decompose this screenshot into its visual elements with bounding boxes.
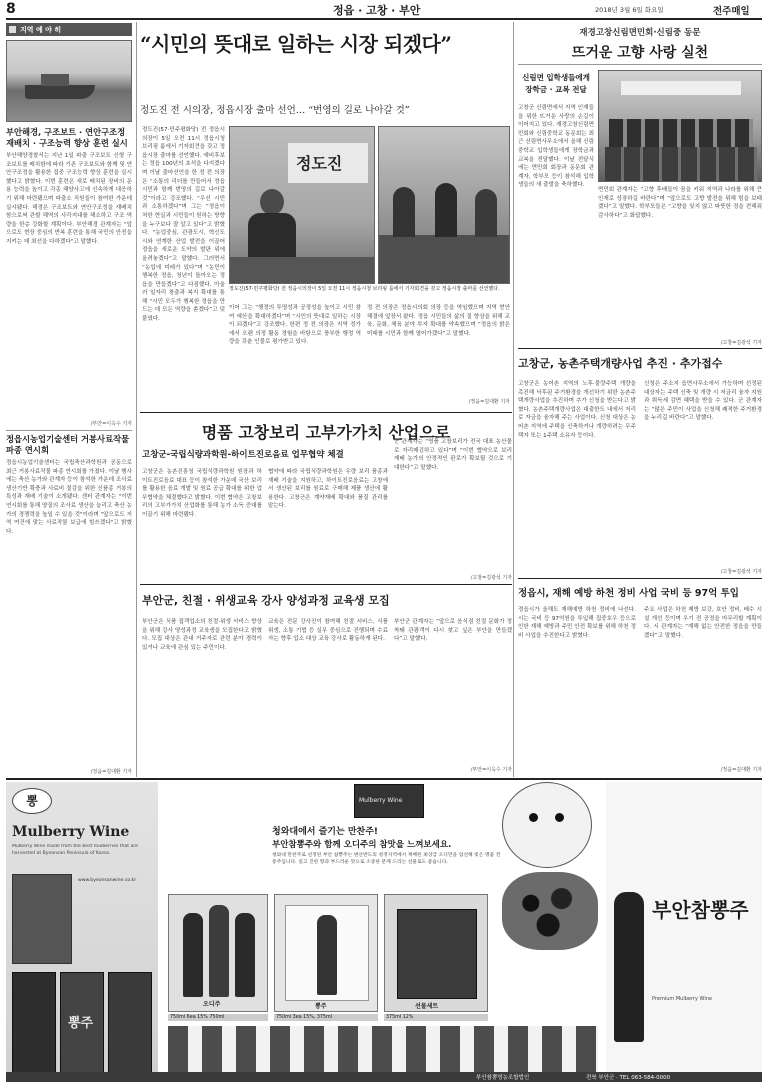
ad-right-panel	[606, 782, 762, 1082]
middle-col2: 협약에 따라 국립식량과학원은 우량 보리 품종과 재배 기술을 지원하고, 하이트진로음료는 고창에서 생산된 보리를 원료로 구매해 제품 생산에 활용한다. 고창군은 계약재배 확대와 품질 관리를 맡는다.	[268, 469, 388, 510]
photo2-person-2	[435, 183, 457, 237]
ad-center-headline: 부안참뽕주와 함께 오디주의 참맛을 느껴보세요.	[272, 840, 452, 850]
rightmid-bottom-rule	[518, 578, 762, 579]
headline-title: “시민의 뜻대로 일하는 시장 되겠다”	[140, 32, 452, 56]
ad-product-3-name: 선물세트	[415, 1003, 439, 1010]
ad-product-3-label: 375ml 12%	[384, 1014, 488, 1021]
ad-bottom-product-row	[168, 1026, 598, 1076]
photo2-person-3	[475, 189, 497, 237]
col-divider-1	[136, 22, 137, 777]
left-photo-boat	[6, 40, 132, 122]
ad-footer-contact: 전북 부안군 · TEL 063-584-0000	[586, 1075, 671, 1081]
left-article-1-body: 부안해양경찰서는 지난 1일 파출 구조보트 신형 구조보트를 배치함에 따라 기존 구조보트와 함께 및 연안구조정을 활용한 집중 구조능력 향상 훈련을 실시했다고 밝혔다. 이번 훈련은 새로 배치된 장비의 운용 능력을 높이고 각종 해양사고에 신속하게 대응하기 위해 마련됐으며 파출소 직원들이 참여한 가운데 실시됐다. 해경은 구조보트와 연안구조정을 재배치함으로써 관할 해역의 사각지대를 해소하고 구조 역량을 한층 강화할 계획이다. 부안해경 관계자는 "앞으로도 현장 중심의 반복 훈련을 통해 국민의 안전을 지키는 데 최선을 다하겠다"고 말했다.	[6, 153, 132, 245]
headline-photo-person-head	[260, 189, 284, 215]
advertisement	[6, 782, 762, 1082]
rightmid-byline: /고창=김광석 기자	[720, 569, 762, 575]
ad-right-sub: Premium Mulberry Wine	[652, 996, 712, 1002]
photo2-person-1	[393, 187, 415, 237]
photo2-table	[379, 235, 510, 284]
rightmid-col2: 신청은 주소지 읍면사무소에서 가능하며 선정된 대상자는 주택 신축 및 개량 시 저금리 융자 지원과 취득세 감면 혜택을 받을 수 있다. 군 관계자는 “많은 주민이 사업을 신청해 쾌적한 주거환경을 누리길 바란다”고 말했다.	[644, 381, 762, 422]
lower-col3: 부안군 관계자는 “앞으로 음식점 친절 문화가 정착돼 관광객이 다시 찾고 싶은 부안을 만들겠다”고 말했다.	[394, 619, 512, 643]
page-header	[0, 0, 768, 18]
rightlower-byline: /정읍=김대환 기자	[720, 767, 762, 773]
topright-rule	[518, 64, 762, 65]
topright-sub2: 장학금 · 교복 전달	[525, 85, 587, 94]
middle-col3: 군 관계자는 “명품 고창보리가 전국 대표 농산물로 자리매김하고 있다”며 “이번 협약으로 보리 재배 농가의 안정적인 판로가 확보될 것으로 기대한다”고 말했다.	[394, 439, 512, 471]
ad-center-text: 청와대 만찬주로 선정된 부안 참뽕주는 변산반도의 청정지역에서 재배된 최상급 오디만을 엄선해 빚은 명품 전통주입니다. 깊고 진한 향과 부드러운 맛으로 소중한 분께 드리는 선물로도 좋습니다.	[272, 853, 501, 865]
middle-subtitle: 고창군-국립식량과학원-하이트진로음료 업무협약 체결	[142, 450, 344, 460]
ad-right-brand: 부안참뽕주	[652, 898, 749, 922]
topright-title: 뜨거운 고향 사랑 실천	[571, 45, 709, 61]
ad-product-2-name: 뽕주	[315, 1003, 327, 1010]
middle-col1: 고창군은 농촌진흥청 국립식량과학원 원장과 하이트진로음료 대표 등이 참석한 가운데 국산 보리를 활용한 음료 개발 및 원료 공급 확대를 위한 업무협약을 체결했다고 밝혔다. 이번 협약은 고창보리의 고부가가치 산업화를 통해 농가 소득 증대를 이끌기 위해 마련됐다.	[142, 469, 262, 518]
rightlower-col1: 정읍시가 올해도 재해예방 하천 정비에 나선다. 시는 국비 등 97억원을 투입해 집중호우 등으로 인한 재해 예방과 주민 안전 확보를 위해 하천 정비 사업을 추진한다고 밝혔다.	[518, 607, 636, 639]
ad-center-panel	[162, 782, 602, 1082]
topright-sub1: 신림면 입학생들에게	[522, 73, 590, 82]
topright-bottom-rule	[518, 348, 762, 349]
ad-product-3-box	[397, 909, 477, 999]
side-label-icon	[9, 26, 16, 33]
ad-product-1-bottle-b	[209, 905, 229, 997]
ad-product-3	[384, 894, 488, 1012]
ad-left-title: Mulberry Wine	[12, 824, 130, 840]
ad-left-box-label: 뽕주	[68, 1016, 94, 1031]
ad-mascot-eye-right	[555, 813, 564, 822]
topright-byline: /고창=김광석 기자	[720, 340, 762, 346]
headline-body: 정도진(57·민주평화당) 전 정읍시의장이 5일 오전 11시 정읍시청 브리핑 룸에서 기자회견을 갖고 정읍시장 출마를 선언했다. 예비후보는 정읍 100년의 초석을 다지겠다며 이날 출마선언을 한 정 전 의장은 “소통의 리더를 만들어서 정읍시민과 함께 번영의 길로 나아갈 것”이라고 강조했다. “우선 시민과 소통하겠다”며 그는 “정읍이 처한 현실과 시민들이 원하는 방향을 누구보다 잘 알고 있다”고 밝혔다. “농업중심, 관광도시, 혁신도시와 연계한 산업 발전을 이끌어 정읍을 새로운 도약의 발판 위에 올려놓겠다”고 말했다. 그러면서 “농업에 미래가 있다”며 “농민이 행복한 정읍, 청년이 돌아오는 정읍을 만들겠다”고 다짐했다. 아울러 일자리 창출과 복지 확대를 통해 “시민 모두가 행복한 정읍을 만드는 데 모든 역량을 쏟겠다”고 덧붙였다.	[142, 127, 225, 323]
headline-col3: 이어 그는 “행정의 투명성과 공정성을 높이고 시민 참여 예산을 확대하겠다”며 “시민의 뜻대로 일하는 시장이 되겠다”고 강조했다. 한편 정 전 의장은 지역 정가에서 오랜 의정 활동 경험을 바탕으로 풍부한 행정 역량을 갖춘 인물로 평가받고 있다.	[229, 305, 361, 346]
middle-bottom-rule	[140, 584, 512, 585]
middle-top-rule	[140, 412, 512, 413]
headline-byline: /정읍=김대환 기자	[468, 399, 510, 405]
lower-title: 부안군, 친절 · 위생교육 강사 양성과정 교육생 모집	[142, 594, 390, 607]
topright-body: 고창군 신림면에서 지역 인재들을 위한 뜨거운 사랑의 손길이 이어지고 있다. 재경고창신림면민회와 신림중학교 동문회는 최근 신림면사무소에서 올해 신림중학교 입학생들에게 장학금과 교복을 전달했다. 이날 전달식에는 면민회 회장과 동문회 관계자, 학부모 등이 참석해 입학생들의 새 출발을 축하했다.	[518, 105, 594, 189]
ad-product-1	[168, 894, 268, 1012]
ad-left-text: Mulberry Wine made from the best mulberries that are harvested at Byeonsan Peninsula of Korea.	[12, 844, 138, 856]
section-title: 정읍 · 고창 · 부안	[333, 4, 421, 17]
ad-brand-badge	[12, 788, 52, 814]
page-number: 8	[6, 1, 16, 17]
headline-photo	[229, 126, 375, 284]
lower-col2: 교육은 전문 강사진이 참여해 친절 서비스, 식품 위생, 소통 기법 등 실무 중심으로 진행되며 수료자는 향후 업소 대상 교육 강사로 활동하게 된다.	[268, 619, 388, 643]
topright-kicker: 재경고창신림면민회·신림중 동문	[579, 28, 701, 38]
ad-berry-cluster	[502, 872, 598, 950]
ad-left-contact: www.byeonsanwine.co.kr	[78, 878, 137, 883]
topright-group-row-1	[609, 119, 753, 149]
lower-col1: 부안군은 식품 접객업소의 친절·위생 서비스 향상을 위해 강사 양성과정 교육생을 모집한다고 밝혔다. 모집 대상은 관내 거주자로 관련 분야 경력이 있거나 교육에 관심 있는 주민이다.	[142, 619, 262, 651]
ad-top-rule	[6, 778, 762, 780]
headline-photo-podium	[230, 257, 375, 284]
rightlower-title: 정읍시, 재해 예방 하천 정비 사업 국비 등 97억 투입	[518, 588, 739, 599]
topright-banner	[621, 81, 741, 95]
ad-mascot-eye-left	[529, 813, 538, 822]
ad-product-1-name: 오디주	[203, 1001, 221, 1008]
boat-shape	[25, 85, 95, 99]
ad-left-box-1	[12, 972, 56, 1076]
middle-byline: /고창=김광석 기자	[470, 575, 512, 581]
ad-mascot	[502, 782, 592, 868]
headline-photo-person-body	[248, 213, 296, 259]
ad-product-2-label: 750ml 3ea 15%, 375ml	[274, 1014, 378, 1021]
rightmid-title: 고창군, 농촌주택개량사업 추진 · 추가접수	[518, 357, 723, 370]
topright-body2: 면민회 관계자는 “고향 후배들이 꿈을 키워 지역과 나라를 위해 큰 인재로 성장하길 바란다”며 “앞으로도 고향 발전을 위해 힘을 보태겠다”고 말했다. 학부모들은 “고향을 잊지 않고 따뜻한 정을 전해줘 감사하다”고 화답했다.	[598, 187, 762, 219]
ad-brand-text: 뽕	[26, 794, 38, 808]
left-article-2-title: 정읍시농업기술센터 거봉사료작물 파종 연시회	[6, 434, 130, 455]
ad-product-2	[274, 894, 378, 1012]
ad-product-1-bottle-c	[235, 913, 255, 997]
topright-group-row-2	[605, 147, 757, 182]
ad-left-panel	[6, 782, 158, 1082]
left-divider	[6, 430, 132, 431]
paper-name: 전주매일	[713, 6, 750, 17]
middle-title: 명품 고창보리 고부가가치 산업으로	[201, 423, 451, 442]
lower-byline: /부안=이옥수 기자	[470, 767, 512, 773]
col-divider-2	[513, 22, 514, 777]
side-label-text: 지역 예 야 히	[20, 26, 62, 34]
header-rule	[6, 18, 762, 20]
ad-footer-company: 부안참뽕영농조합법인	[476, 1075, 530, 1081]
headline-photo-caption: 정도진(57·민주평화당) 전 정읍시의장이 5일 오전 11시 정읍시청 브리핑 룸에서 기자회견을 갖고 정읍시장 출마를 선언했다.	[229, 286, 500, 292]
issue-date: 2018년 3월 6일 화요일	[595, 6, 664, 14]
ad-left-photo	[12, 874, 72, 964]
ad-gift-badge	[354, 784, 424, 818]
rightmid-col1: 고창군은 농어촌 지역의 노후·불량주택 개량을 촉진해 낙후된 주거환경을 개선하기 위한 농촌주택개량사업을 추진하며 추가 신청을 받는다고 밝혔다. 농촌주택개량사업은 대출한도 내에서 저리로 자금을 융자해 주는 사업이다. 신청 대상은 농어촌 지역에 주택을 신축하거나 개량하려는 무주택자 또는 1주택 소유자 등이다.	[518, 381, 636, 439]
rightlower-col2: 주요 사업은 하천 제방 보강, 호안 정비, 배수 시설 개선 등이며 우기 전 공정을 마무리할 계획이다. 시 관계자는 “재해 없는 안전한 정읍을 만들겠다”고 말했다.	[644, 607, 762, 639]
ad-product-1-label: 750ml 6ea 15% 750ml	[168, 1014, 268, 1021]
ad-product-2-bottle	[317, 915, 337, 995]
left-article-1-title: 부안해경, 구조보트 · 연안구조정 재배치 · 구조능력 향상 훈련 실시	[6, 127, 128, 148]
left-article-1-byline: /부안=이옥수 기자	[90, 421, 132, 427]
ad-center-tag: 청와대에서 즐기는 만찬주!	[272, 827, 379, 837]
ad-right-bottle	[614, 892, 644, 1042]
left-article-2-byline: /정읍=김대환 기자	[90, 769, 132, 775]
topright-photo	[598, 70, 762, 182]
headline-photo-2	[378, 126, 510, 284]
ad-left-box-3	[108, 972, 152, 1076]
ad-product-1-bottle-a	[183, 913, 203, 997]
headline-subtitle: 정도진 전 시의장, 정읍시장 출마 선언… “번영의 길로 나아갈 것”	[140, 105, 410, 116]
left-article-2-body: 정읍시농업기술센터는 국립축산과학원과 공동으로 최근 거봉사료작물 파종 연시회를 가졌다. 이날 행사에는 축산 농가와 관계자 등이 참석한 가운데 조사료 생산기반 확충과 사료비 절감을 위한 신품종 거봉의 특성과 재배 기술이 소개됐다. 센터 관계자는 "이번 연시회를 통해 양질의 조사료 생산을 늘리고 축산 농가의 경쟁력을 높일 수 있을 것"이라며 "앞으로도 지역 여건에 맞는 사료작물 보급에 힘쓰겠다"고 밝혔다.	[6, 460, 132, 535]
headline-photo-sign: 정도진	[296, 154, 343, 173]
ad-gift-badge-text: Mulberry Wine	[359, 797, 403, 804]
ad-footer	[6, 1072, 762, 1082]
side-label	[6, 23, 132, 36]
headline-col4: 정 전 의장은 정읍시의회 의장 등을 역임했으며 지역 현안 해결에 앞장서 왔다. 정읍 시민들의 삶의 질 향상을 위해 교육, 문화, 체육 분야 투자 확대를 약속했으며 “정읍의 밝은 미래를 시민과 함께 열어가겠다”고 말했다.	[367, 305, 510, 337]
boat-cabin	[41, 74, 69, 86]
